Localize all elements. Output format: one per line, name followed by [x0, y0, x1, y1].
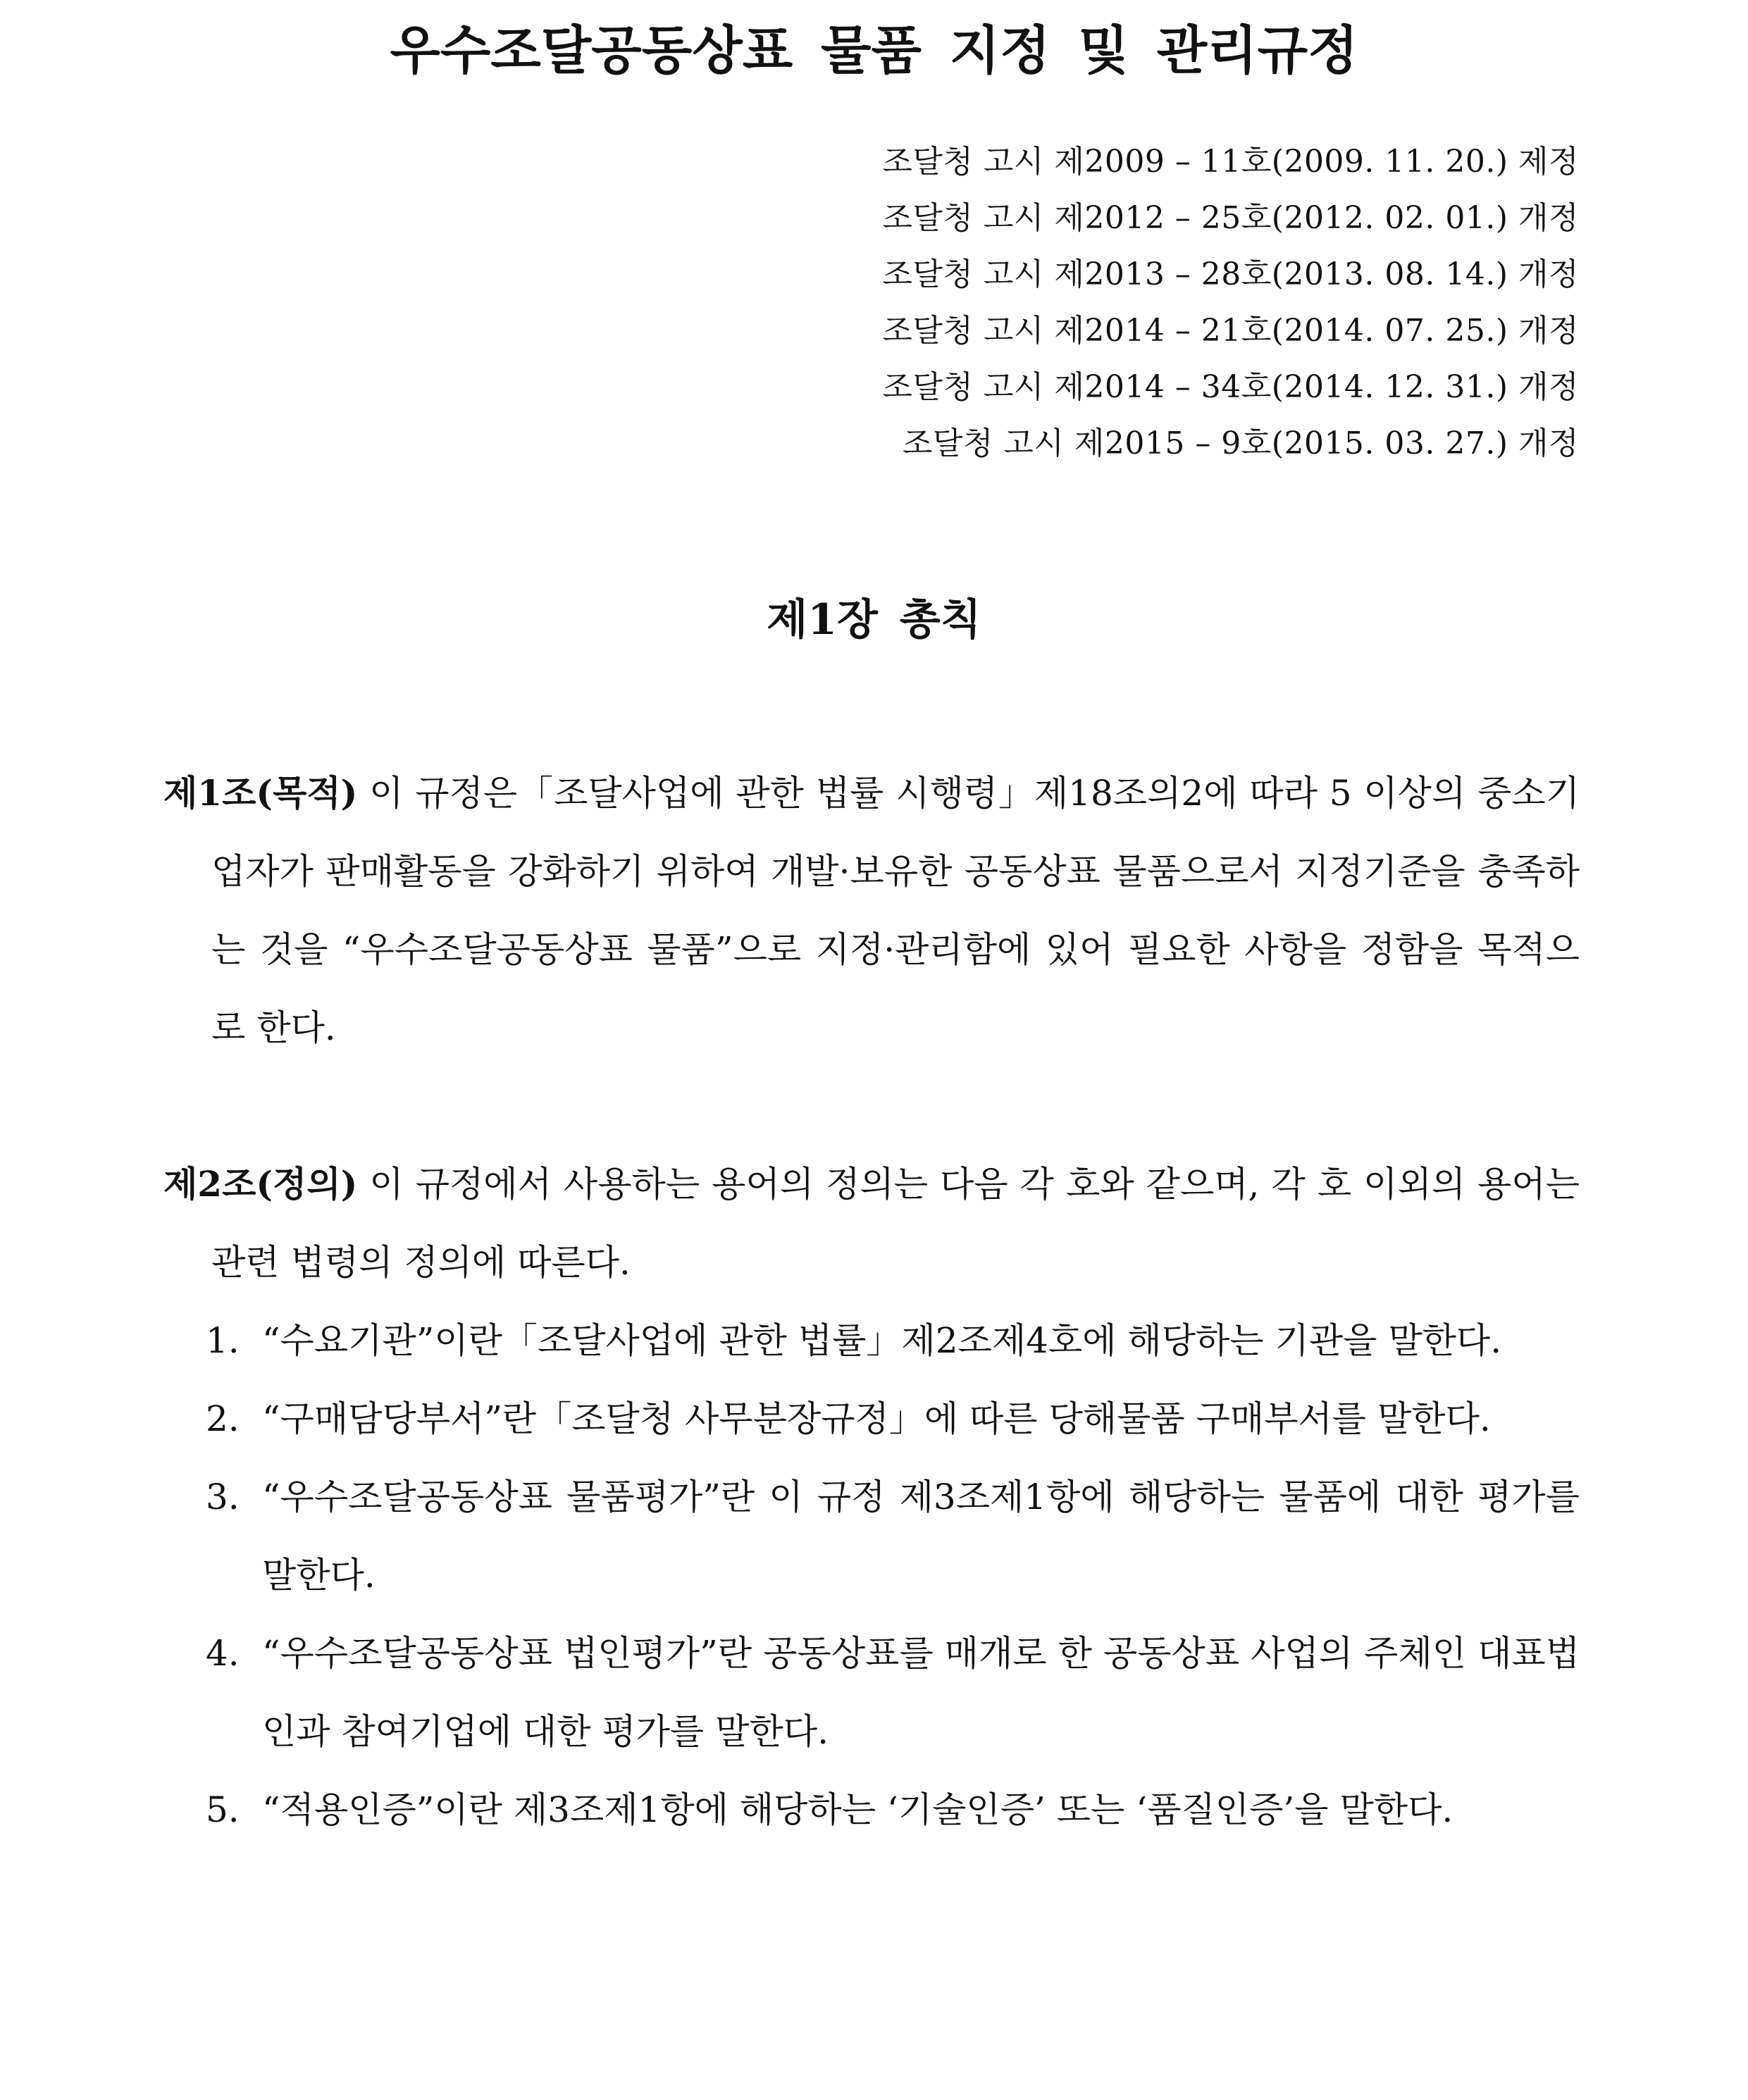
item-text: “구매담당부서”란「조달청 사무분장규정」에 따른 당해물품 구매부서를 말한다. — [262, 1398, 1491, 1439]
item-text: “우수조달공동상표 법인평가”란 공동상표를 매개로 한 공동상표 사업의 주체인 대표법인과 참여기업에 대한 평가를 말한다. — [262, 1633, 1580, 1752]
item-number: 1. — [206, 1320, 240, 1361]
item-number: 4. — [206, 1633, 240, 1674]
document-title: 우수조달공동상표 물품 지정 및 관리규정 — [390, 20, 1358, 81]
definition-item — [163, 1771, 1580, 1849]
item-number: 2. — [206, 1398, 240, 1439]
item-text: “수요기관”이란「조달사업에 관한 법률」제2조제4호에 해당하는 기관을 말한다. — [262, 1320, 1502, 1361]
item-number: 3. — [206, 1477, 240, 1517]
chapter-heading: 제1장 총칙 — [767, 595, 981, 645]
article-heading: 제1조(목적) — [163, 772, 358, 814]
item-text: “적용인증”이란 제3조제1항에 해당하는 ‘기술인증’ 또는 ‘품질인증’을 말한다. — [262, 1789, 1453, 1830]
item-text: “우수조달공동상표 물품평가”란 이 규정 제3조제1항에 해당하는 물품에 대한 평가를 말한다. — [262, 1477, 1580, 1596]
revision-line: 조달청 고시 제2009 – 11호(2009. 11. 20.) 제정 — [882, 144, 1579, 180]
revision-history — [882, 134, 1579, 472]
article-heading: 제2조(정의) — [163, 1163, 358, 1205]
article-purpose — [163, 754, 1580, 1067]
item-number: 5. — [206, 1789, 240, 1830]
revision-line: 조달청 고시 제2013 – 28호(2013. 08. 14.) 개정 — [882, 256, 1579, 292]
article-body: 이 규정은「조달사업에 관한 법률 시행령」제18조의2에 따라 5 이상의 중소기업자가 판매활동을 강화하기 위하여 개발·보유한 공동상표 물품으로서 지정기준을 충족하는 것을 “우수조달공동상표 물품”으로 지정·관리함에 있어 필요한 사항을 정함을 목적으로 한다. — [211, 773, 1580, 1048]
definition-item — [163, 1380, 1580, 1458]
article-definitions — [163, 1145, 1580, 1849]
revision-line: 조달청 고시 제2014 – 21호(2014. 07. 25.) 개정 — [882, 313, 1579, 349]
definition-list — [163, 1302, 1580, 1849]
definition-item — [163, 1302, 1580, 1380]
definition-item — [163, 1458, 1580, 1615]
article-body: 이 규정에서 사용하는 용어의 정의는 다음 각 호와 같으며, 각 호 이외의 용어는 관련 법령의 정의에 따른다. — [211, 1164, 1580, 1283]
article-paragraph — [163, 1145, 1580, 1302]
revision-line: 조달청 고시 제2012 – 25호(2012. 02. 01.) 개정 — [882, 200, 1579, 236]
article-paragraph — [163, 754, 1580, 1067]
revision-line: 조달청 고시 제2015 – 9호(2015. 03. 27.) 개정 — [902, 425, 1579, 461]
definition-item — [163, 1615, 1580, 1771]
revision-line: 조달청 고시 제2014 – 34호(2014. 12. 31.) 개정 — [882, 369, 1579, 405]
